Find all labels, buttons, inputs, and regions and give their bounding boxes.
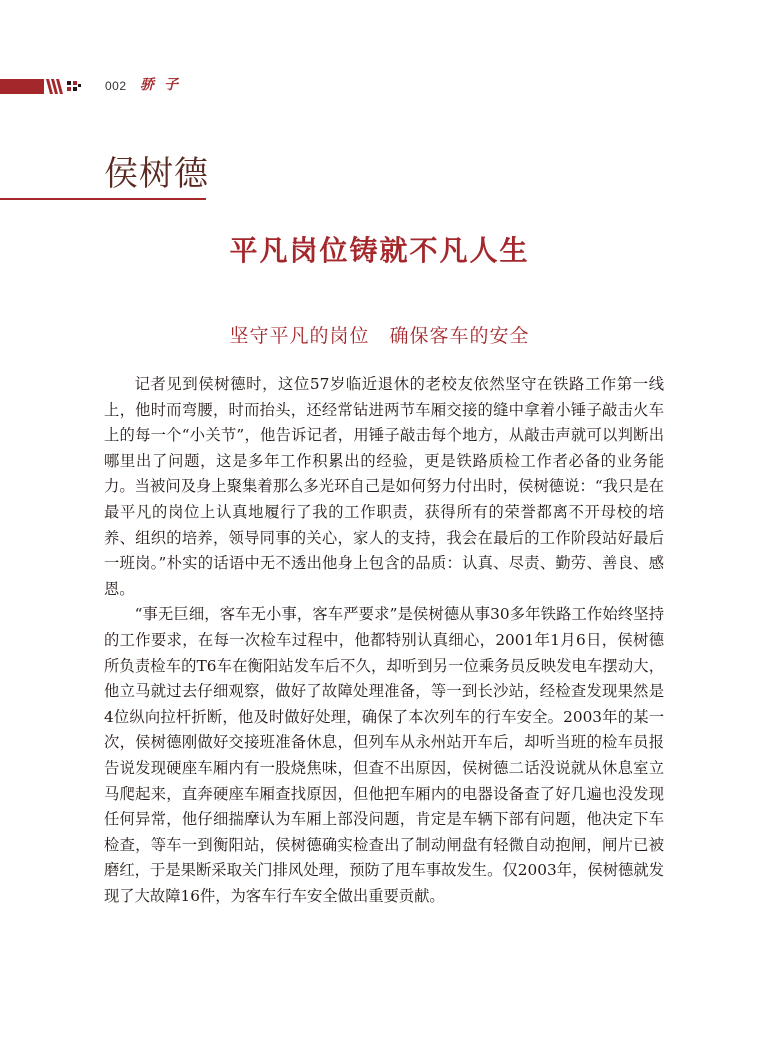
- article-subtitle: 坚守平凡的岗位 确保客车的安全: [229, 325, 530, 347]
- person-name: 侯树德: [104, 154, 209, 194]
- header-bar: [0, 79, 44, 94]
- section-title: 骄子: [140, 77, 188, 93]
- article-title: 平凡岗位铸就不凡人生: [229, 234, 530, 267]
- header-ornament-icon: [46, 77, 82, 96]
- name-divider: [0, 198, 206, 200]
- page-number: 002: [105, 79, 127, 93]
- paragraph: 记者见到侯树德时，这位57岁临近退休的老校友依然坚守在铁路工作第一线上，他时而弯腰，时而抬头，还经常钻进两节车厢交接的缝中拿着小锤子敲击火车上的每一个“小关节”，他告诉记者，用锤子敲击每个地方，从敲击声就可以判断出哪里出了问题，这是多年工作积累出的经验，更是铁路质检工作者必备的业务能力。当被问及身上聚集着那么多光环自己是如何努力付出时，侯树德说：“我只是在最平凡的岗位上认真地履行了我的工作职责，获得所有的荣誉都离不开母校的培养、组织的培养，领导同事的关心，家人的支持，我会在最后的工作阶段站好最后一班岗。”朴实的话语中无不透出他身上包含的品质：认真、尽责、勤劳、善良、感恩。: [104, 375, 664, 598]
- paragraph: “事无巨细，客车无小事，客车严要求”是侯树德从事30多年铁路工作始终坚持的工作要求，在每一次检车过程中，他都特别认真细心，2001年1月6日，侯树德所负责检车的T6车在衡阳站发车后不久，却听到另一位乘务员反映发电车摆动大，他立马就过去仔细观察，做好了故障处理准备，等一到长沙站，经检查发现果然是4位纵向拉杆折断，他及时做好处理，确保了本次列车的行车安全。2003年的某一次，侯树德刚做好交接班准备休息，但列车从永州站开车后，却听当班的检车员报告说发现硬座车厢内有一股烧焦味，但查不出原因，侯树德二话没说就从休息室立马爬起来，直奔硬座车厢查找原因，但他把车厢内的电器设备查了好几遍也没发现任何异常，他仔细揣摩认为车厢上部没问题，肯定是车辆下部有问题，他决定下车检查，等车一到衡阳站，侯树德确实检查出了制动闸盘有轻微自动抱闸，闸片已被磨红，于是果断采取关门排风处理，预防了甩车事故发生。仅2003年，侯树德就发现了大故障16件，为客车行车安全做出重要贡献。: [104, 605, 664, 905]
- article-body: [104, 372, 664, 909]
